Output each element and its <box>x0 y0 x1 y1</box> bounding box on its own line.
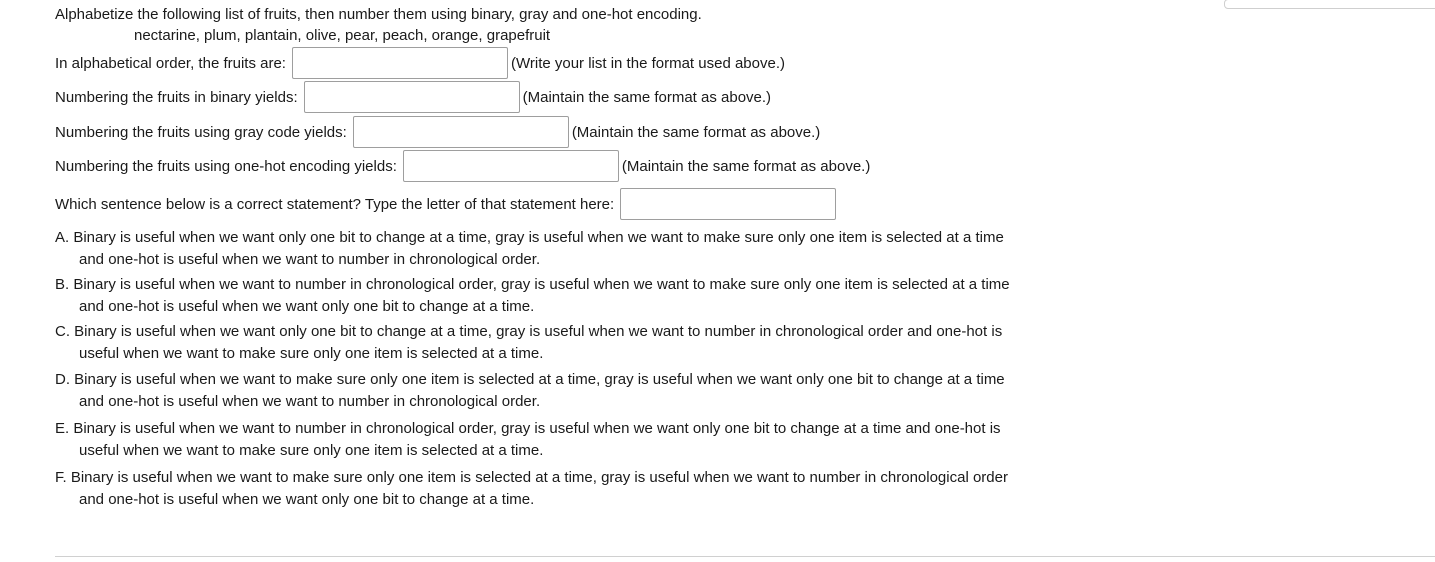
statement-row <box>55 188 839 220</box>
binary-row <box>55 81 771 113</box>
option-b-line1: B. Binary is useful when we want to number in chronological order, gray is useful when we want to make sure only one item is selected at a time <box>55 276 1010 293</box>
option-b-line2: and one-hot is useful when we want only one bit to change at a time. <box>79 298 535 315</box>
option-c-line1: C. Binary is useful when we want only one bit to change at a time, gray is useful when we want to number in chronological order and one-hot is <box>55 323 1003 340</box>
option-e-line1: E. Binary is useful when we want to number in chronological order, gray is useful when we want only one bit to change at a time and one-hot is <box>55 420 1001 437</box>
alphabetical-answer-input[interactable] <box>292 47 508 79</box>
alphabetical-row <box>55 47 785 79</box>
option-b <box>55 274 1125 318</box>
one-hot-answer-input[interactable] <box>403 150 619 182</box>
option-a <box>55 227 1125 271</box>
one-hot-label: Numbering the fruits using one-hot encoding yields: <box>55 157 397 175</box>
statement-letter-input[interactable] <box>620 188 836 220</box>
bottom-divider <box>55 556 1435 557</box>
gray-code-answer-input[interactable] <box>353 116 569 148</box>
option-e <box>55 418 1125 462</box>
option-d <box>55 369 1125 413</box>
binary-hint: (Maintain the same format as above.) <box>522 88 772 106</box>
one-hot-row <box>55 150 870 182</box>
instruction-text: Alphabetize the following list of fruits, then number them using binary, gray and one-hot encoding. <box>55 6 702 23</box>
option-c-line2: useful when we want to make sure only one item is selected at a time. <box>79 345 544 362</box>
option-d-line2: and one-hot is useful when we want to number in chronological order. <box>79 393 541 410</box>
top-right-panel-edge <box>1224 0 1435 9</box>
fruit-list-text: nectarine, plum, plantain, olive, pear, peach, orange, grapefruit <box>134 27 551 44</box>
gray-code-row <box>55 116 820 148</box>
one-hot-hint: (Maintain the same format as above.) <box>621 157 871 175</box>
option-a-line2: and one-hot is useful when we want to number in chronological order. <box>79 251 541 268</box>
binary-label: Numbering the fruits in binary yields: <box>55 88 298 106</box>
option-a-line1: A. Binary is useful when we want only one bit to change at a time, gray is useful when we want to make sure only one item is selected at a time <box>55 229 1004 246</box>
gray-code-label: Numbering the fruits using gray code yields: <box>55 123 347 141</box>
alphabetical-label: In alphabetical order, the fruits are: <box>55 54 286 72</box>
option-f-line2: and one-hot is useful when we want only one bit to change at a time. <box>79 491 535 508</box>
binary-answer-input[interactable] <box>304 81 520 113</box>
gray-code-hint: (Maintain the same format as above.) <box>571 123 821 141</box>
statement-prompt-label: Which sentence below is a correct statement? Type the letter of that statement here: <box>55 195 615 213</box>
option-c <box>55 321 1125 365</box>
option-f <box>55 467 1125 511</box>
option-f-line1: F. Binary is useful when we want to make sure only one item is selected at a time, gray is useful when we want to number in chronological order <box>55 469 1008 486</box>
alphabetical-hint: (Write your list in the format used above.) <box>510 54 785 72</box>
option-e-line2: useful when we want to make sure only one item is selected at a time. <box>79 442 544 459</box>
option-d-line1: D. Binary is useful when we want to make sure only one item is selected at a time, gray is useful when we want only one bit to change at a time <box>55 371 1005 388</box>
